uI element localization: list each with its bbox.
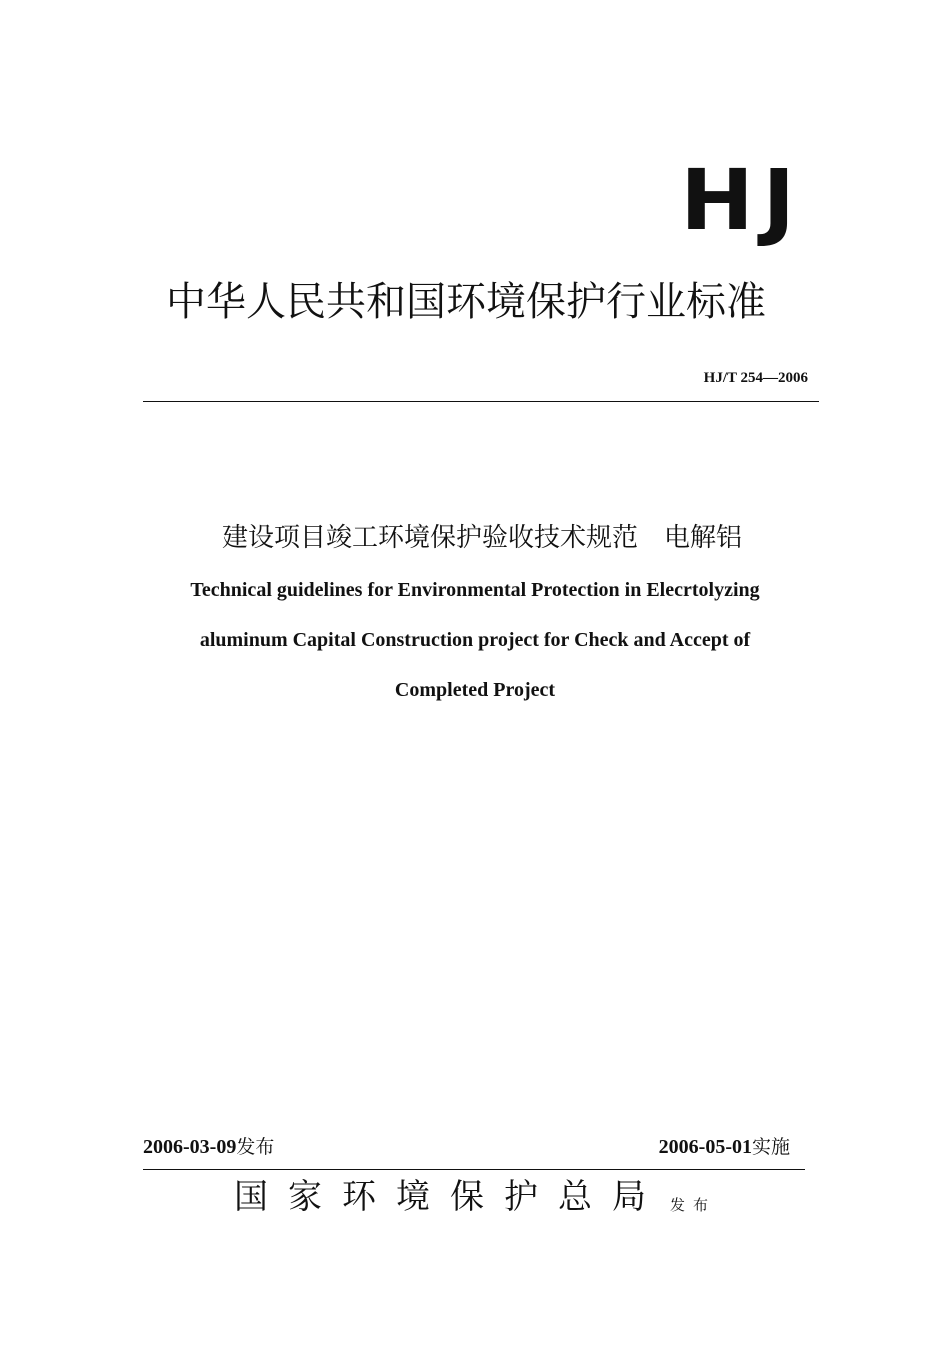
standard-category-title: 中华人民共和国环境保护行业标准 (166, 279, 766, 325)
effective-date-label: 实施 (751, 1136, 790, 1158)
document-title-english-line-3: Completed Project (394, 679, 556, 701)
document-title-english-line-2: aluminum Capital Construction project for Check and Accept of (199, 629, 751, 651)
bottom-divider (143, 1169, 805, 1170)
standard-number: HJ/T 254—2006 (703, 370, 808, 386)
document-title-english-line-1: Technical guidelines for Environmental Protection in Elecrtolyzing (190, 579, 760, 601)
issue-date-value: 2006-03-09 (143, 1136, 237, 1158)
issuing-authority: 国家环境保护总局 (233, 1177, 666, 1217)
issuing-authority-suffix: 发布 (669, 1196, 716, 1214)
document-title-chinese: 建设项目竣工环境保护验收技术规范 电解铝 (221, 523, 742, 553)
issue-date-label: 发布 (236, 1136, 275, 1158)
effective-date (659, 1132, 790, 1161)
issue-date (143, 1132, 274, 1161)
issuer-line (0, 1172, 950, 1222)
top-divider (143, 401, 819, 402)
effective-date-value: 2006-05-01 (658, 1136, 752, 1158)
standard-logo-hj: HJ (680, 151, 804, 249)
